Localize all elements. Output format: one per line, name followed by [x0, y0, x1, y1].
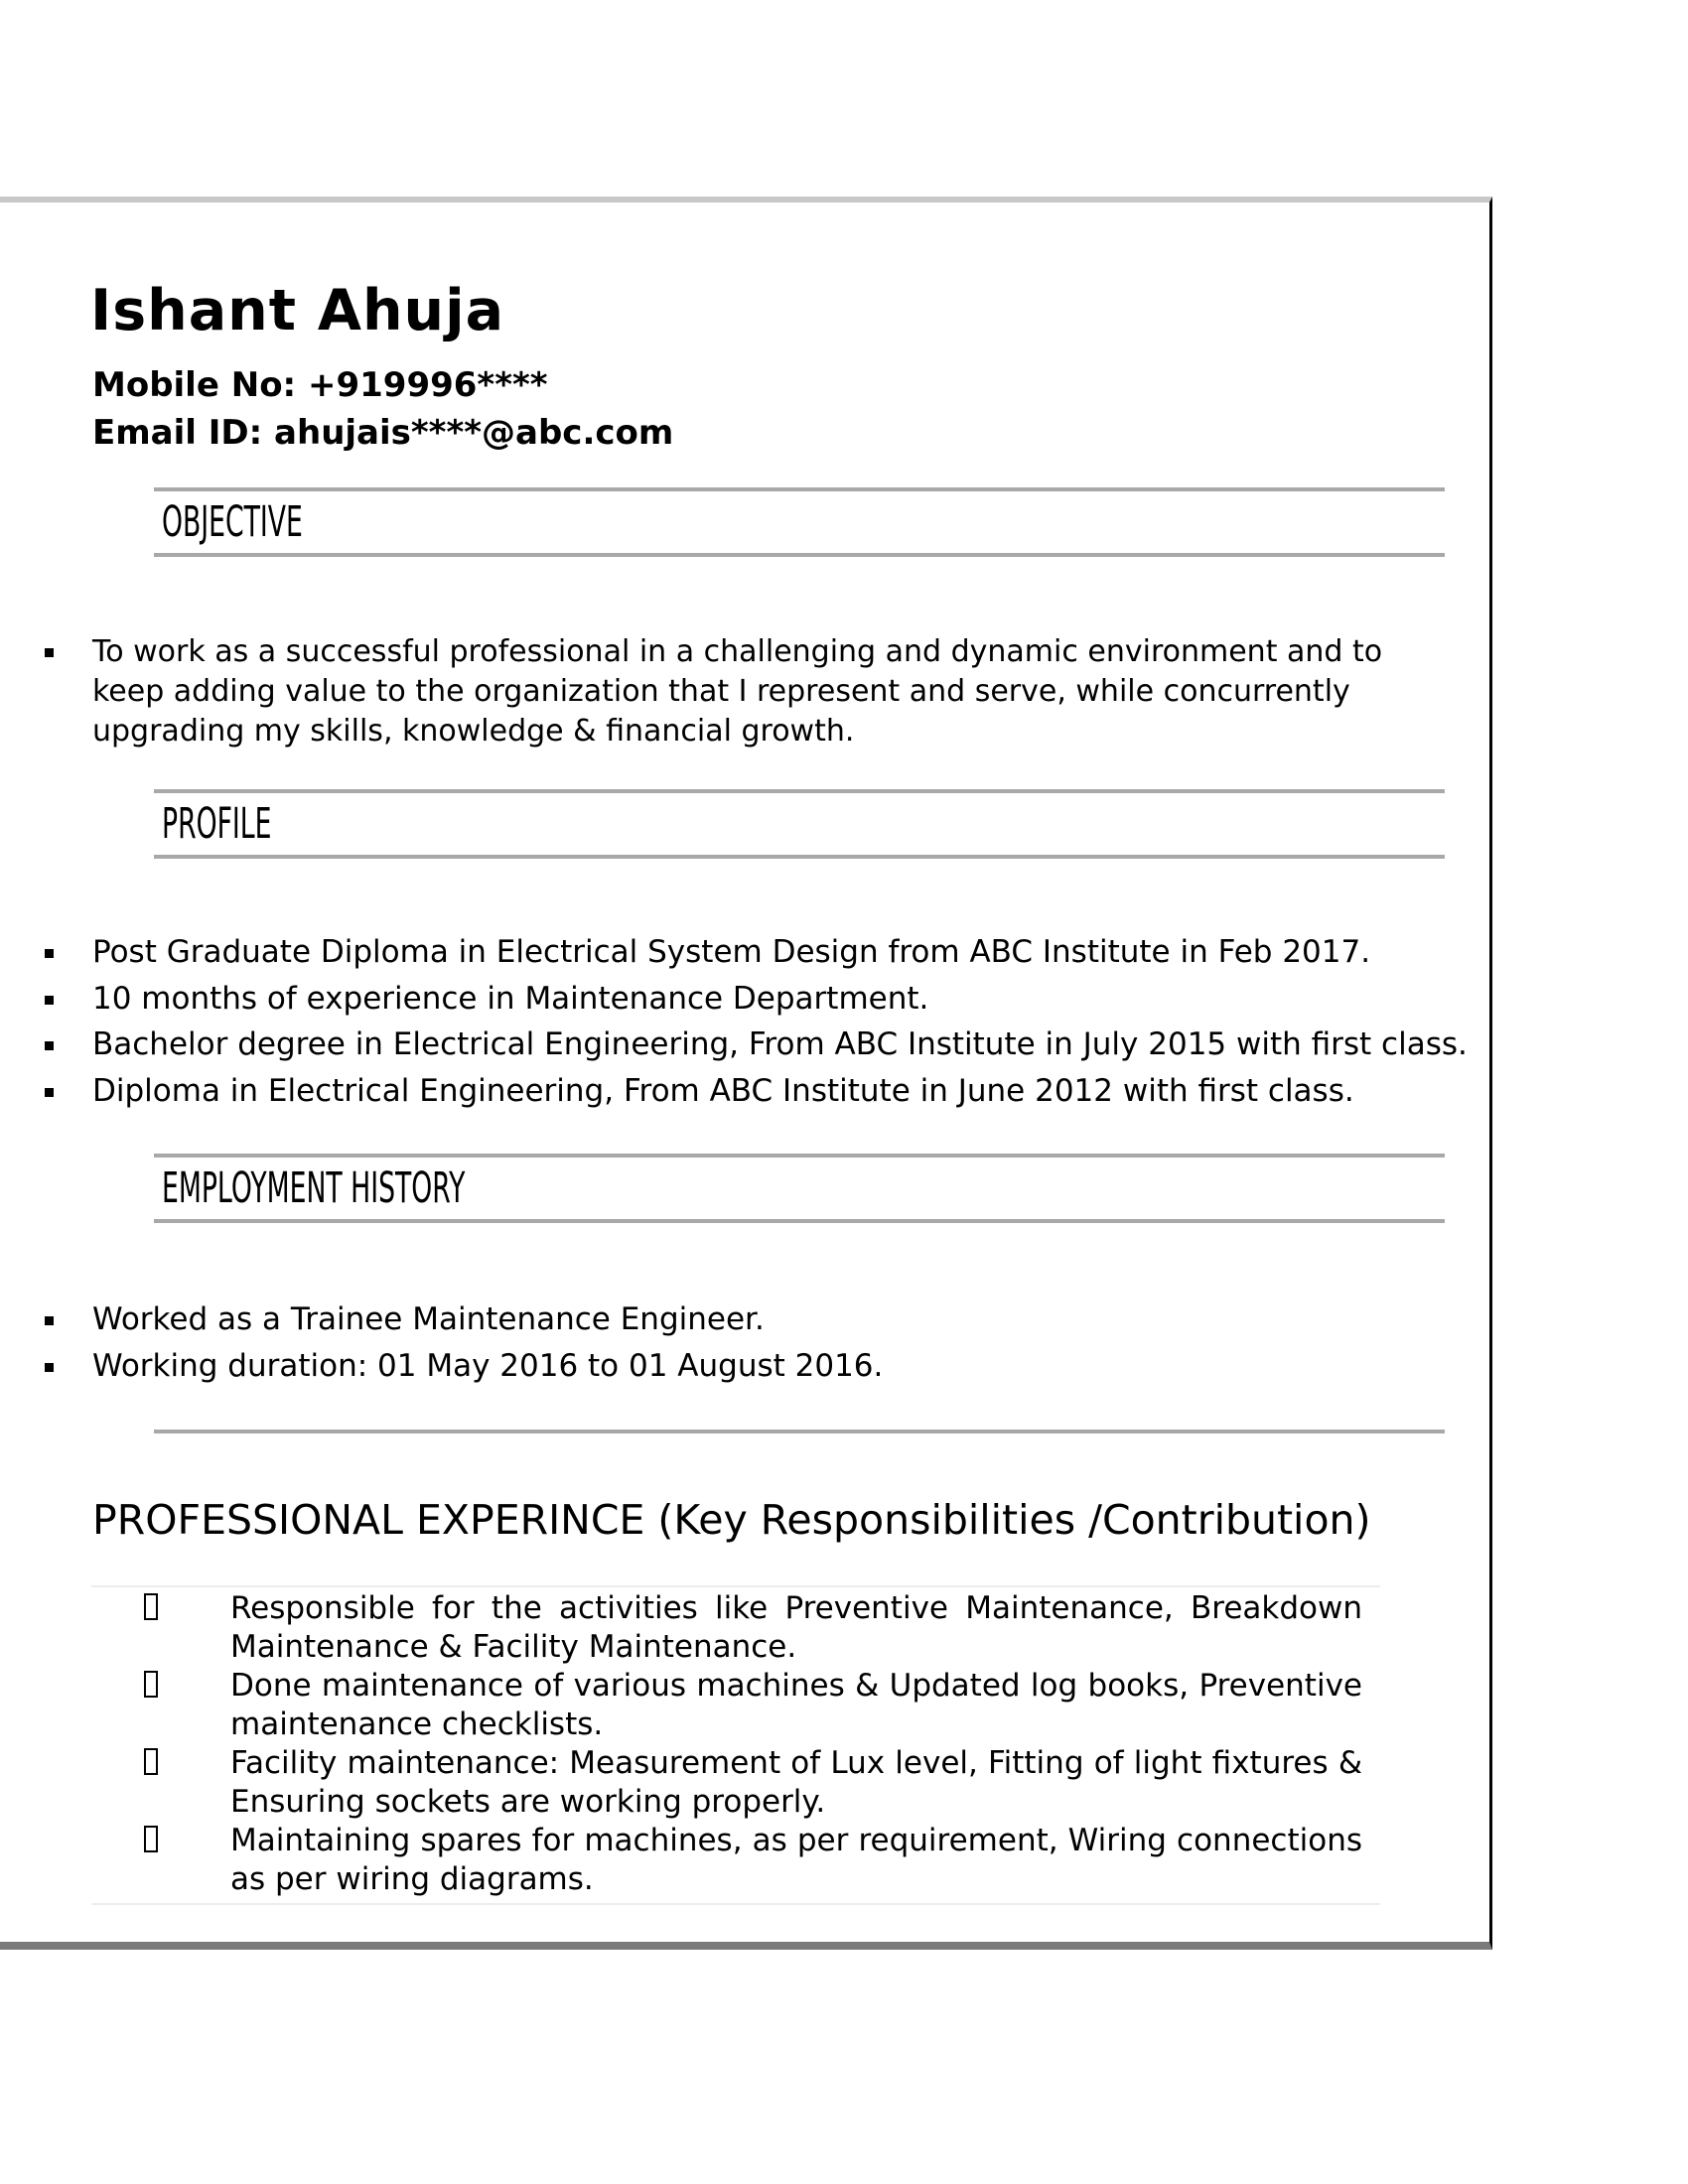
- checkbox-glyph-icon: [144, 1671, 158, 1698]
- list-bottom-border: [91, 1903, 1380, 1905]
- section-heading-employment: [154, 1154, 1445, 1223]
- profile-item: 10 months of experience in Maintenance Department.: [45, 979, 928, 1019]
- checkbox-glyph-icon: [144, 1826, 158, 1852]
- experience-line: Ensuring sockets are working properly.: [230, 1784, 826, 1820]
- objective-heading-text: OBJECTIVE: [162, 497, 303, 547]
- employment-item: Worked as a Trainee Maintenance Engineer.: [45, 1299, 765, 1339]
- list-top-border: [91, 1585, 1380, 1587]
- bullet-icon: [45, 1041, 54, 1050]
- experience-line: as per wiring diagrams.: [230, 1861, 594, 1897]
- section-heading-objective: [154, 487, 1445, 557]
- objective-line: keep adding value to the organization that I represent and serve, while concurrently: [92, 674, 1350, 709]
- employment-item: Working duration: 01 May 2016 to 01 August 2016.: [45, 1346, 883, 1386]
- experience-line: Facility maintenance: Measurement of Lux level, Fitting of light fixtures &: [230, 1745, 1362, 1781]
- objective-line: To work as a successful professional in a challenging and dynamic environment and to: [92, 634, 1383, 669]
- checkbox-glyph-icon: [144, 1593, 158, 1620]
- bullet-icon: [45, 1363, 54, 1372]
- objective-paragraph: [45, 632, 1382, 751]
- bullet-icon: [45, 1316, 54, 1325]
- experience-heading: PROFESSIONAL EXPERINCE (Key Responsibilities /Contribution): [92, 1496, 1371, 1544]
- person-name: Ishant Ahuja: [90, 278, 505, 343]
- profile-item: Diploma in Electrical Engineering, From ABC Institute in June 2012 with first class.: [45, 1071, 1354, 1111]
- employment-heading-text: EMPLOYMENT HISTORY: [162, 1163, 466, 1213]
- section-divider-rule: [154, 1430, 1445, 1433]
- experience-line: Done maintenance of various machines & Updated log books, Preventive: [230, 1668, 1362, 1704]
- profile-item: Post Graduate Diploma in Electrical System Design from ABC Institute in Feb 2017.: [45, 932, 1370, 972]
- bullet-icon: [45, 949, 54, 958]
- experience-line: Responsible for the activities like Preventive Maintenance, Breakdown: [230, 1590, 1362, 1626]
- experience-line: maintenance checklists.: [230, 1706, 604, 1742]
- checkbox-glyph-icon: [144, 1748, 158, 1775]
- objective-line: upgrading my skills, knowledge & financial growth.: [92, 714, 855, 749]
- mobile-number: Mobile No: +919996****: [92, 365, 548, 405]
- bullet-icon: [45, 648, 54, 657]
- resume-page: [0, 197, 1492, 1950]
- bullet-icon: [45, 996, 54, 1005]
- experience-line: Maintenance & Facility Maintenance.: [230, 1629, 797, 1665]
- bullet-icon: [45, 1088, 54, 1097]
- profile-heading-text: PROFILE: [162, 799, 272, 849]
- profile-item: Bachelor degree in Electrical Engineering, From ABC Institute in July 2015 with first class.: [45, 1024, 1468, 1064]
- experience-line: Maintaining spares for machines, as per requirement, Wiring connections: [230, 1823, 1362, 1858]
- email-id: Email ID: ahujais****@abc.com: [92, 413, 674, 453]
- section-heading-profile: [154, 789, 1445, 859]
